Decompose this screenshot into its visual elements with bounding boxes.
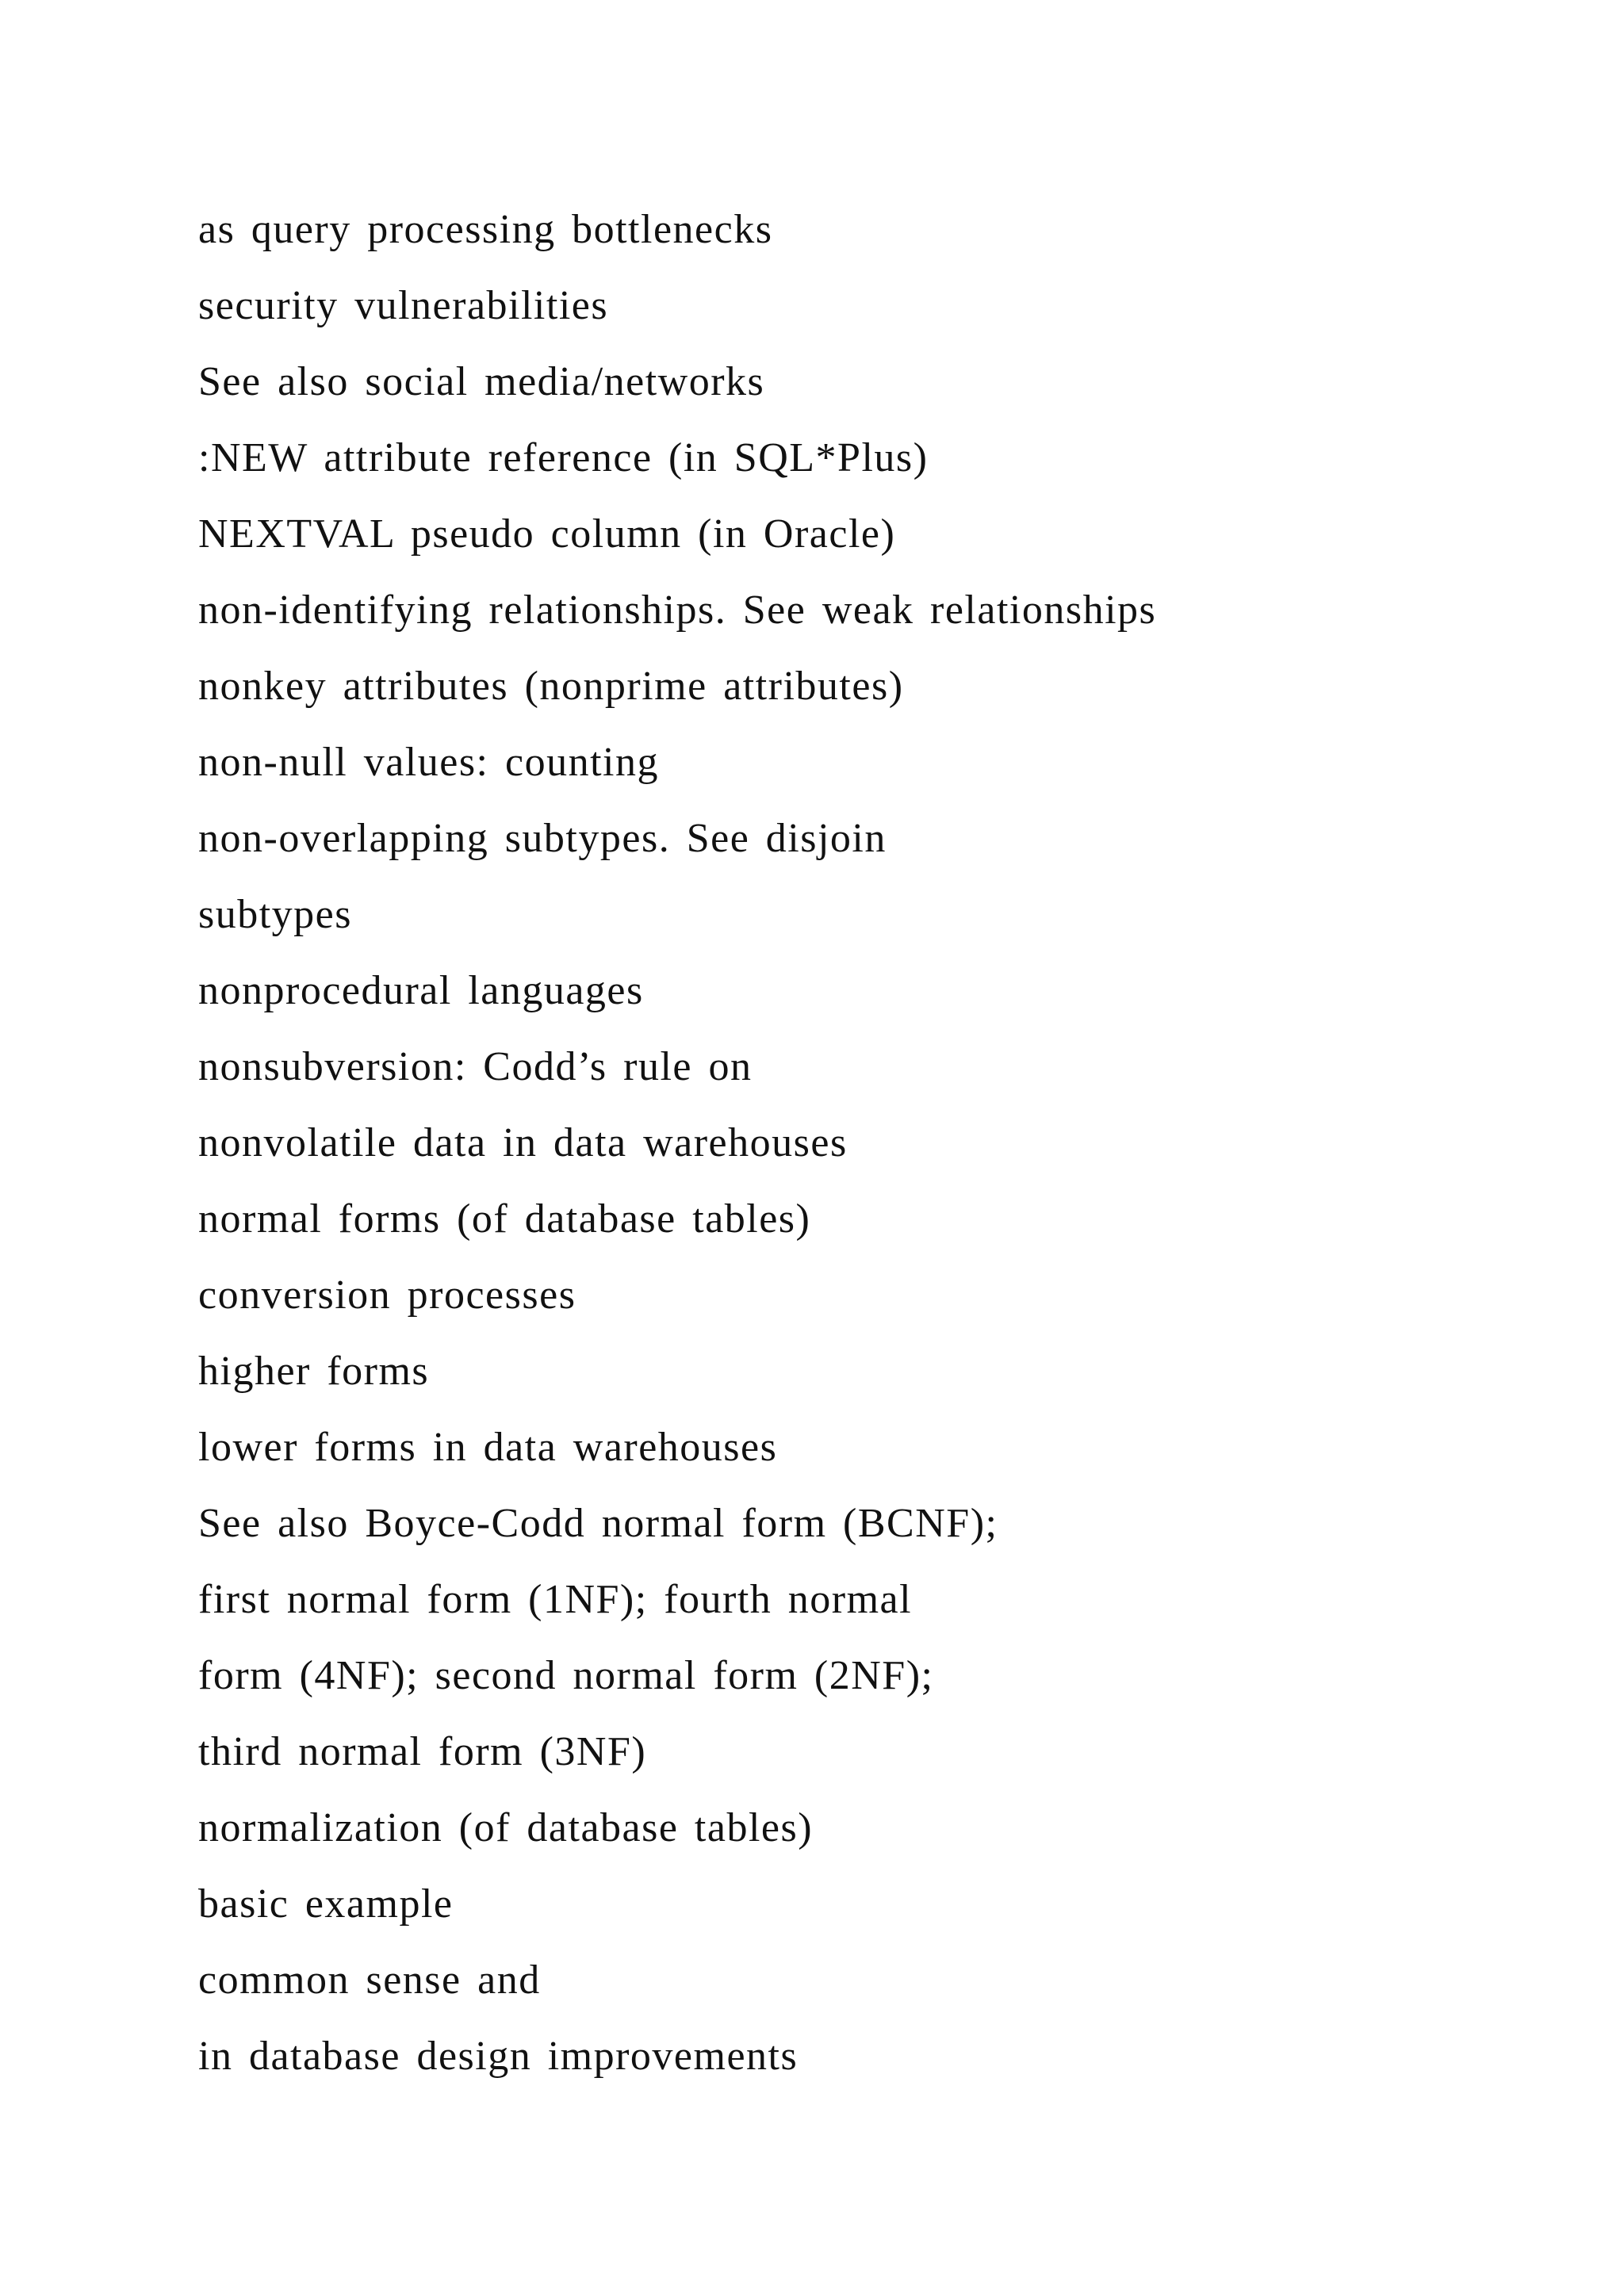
index-line: See also social media/networks <box>198 359 765 404</box>
index-line: in database design improvements <box>198 2034 799 2079</box>
index-line: higher forms <box>198 1349 430 1394</box>
index-line: nonsubversion: Codd’s rule on <box>198 1044 753 1089</box>
index-line: basic example <box>198 1881 454 1927</box>
index-line: normalization (of database tables) <box>198 1805 814 1850</box>
index-line: security vulnerabilities <box>198 283 609 328</box>
index-line: normal forms (of database tables) <box>198 1196 811 1242</box>
index-line: third normal form (3NF) <box>198 1729 647 1774</box>
index-line: See also Boyce-Codd normal form (BCNF); <box>198 1501 998 1546</box>
index-line: subtypes <box>198 892 352 937</box>
index-line: first normal form (1NF); fourth normal <box>198 1577 913 1622</box>
index-line: non-null values: counting <box>198 740 659 785</box>
index-line: nonkey attributes (nonprime attributes) <box>198 664 904 709</box>
index-line: form (4NF); second normal form (2NF); <box>198 1653 934 1698</box>
index-line: :NEW attribute reference (in SQL*Plus) <box>198 435 929 480</box>
index-line: non-overlapping subtypes. See disjoin <box>198 816 887 861</box>
index-line: nonvolatile data in data warehouses <box>198 1120 848 1165</box>
index-line: NEXTVAL pseudo column (in Oracle) <box>198 511 896 557</box>
index-line: nonprocedural languages <box>198 968 644 1013</box>
index-line: non-identifying relationships. See weak relationships <box>198 587 1157 633</box>
index-line: as query processing bottlenecks <box>198 207 773 252</box>
index-line: conversion processes <box>198 1272 576 1318</box>
index-line: common sense and <box>198 1957 541 2003</box>
index-line: lower forms in data warehouses <box>198 1425 778 1470</box>
index-entry-list <box>198 192 1156 2095</box>
